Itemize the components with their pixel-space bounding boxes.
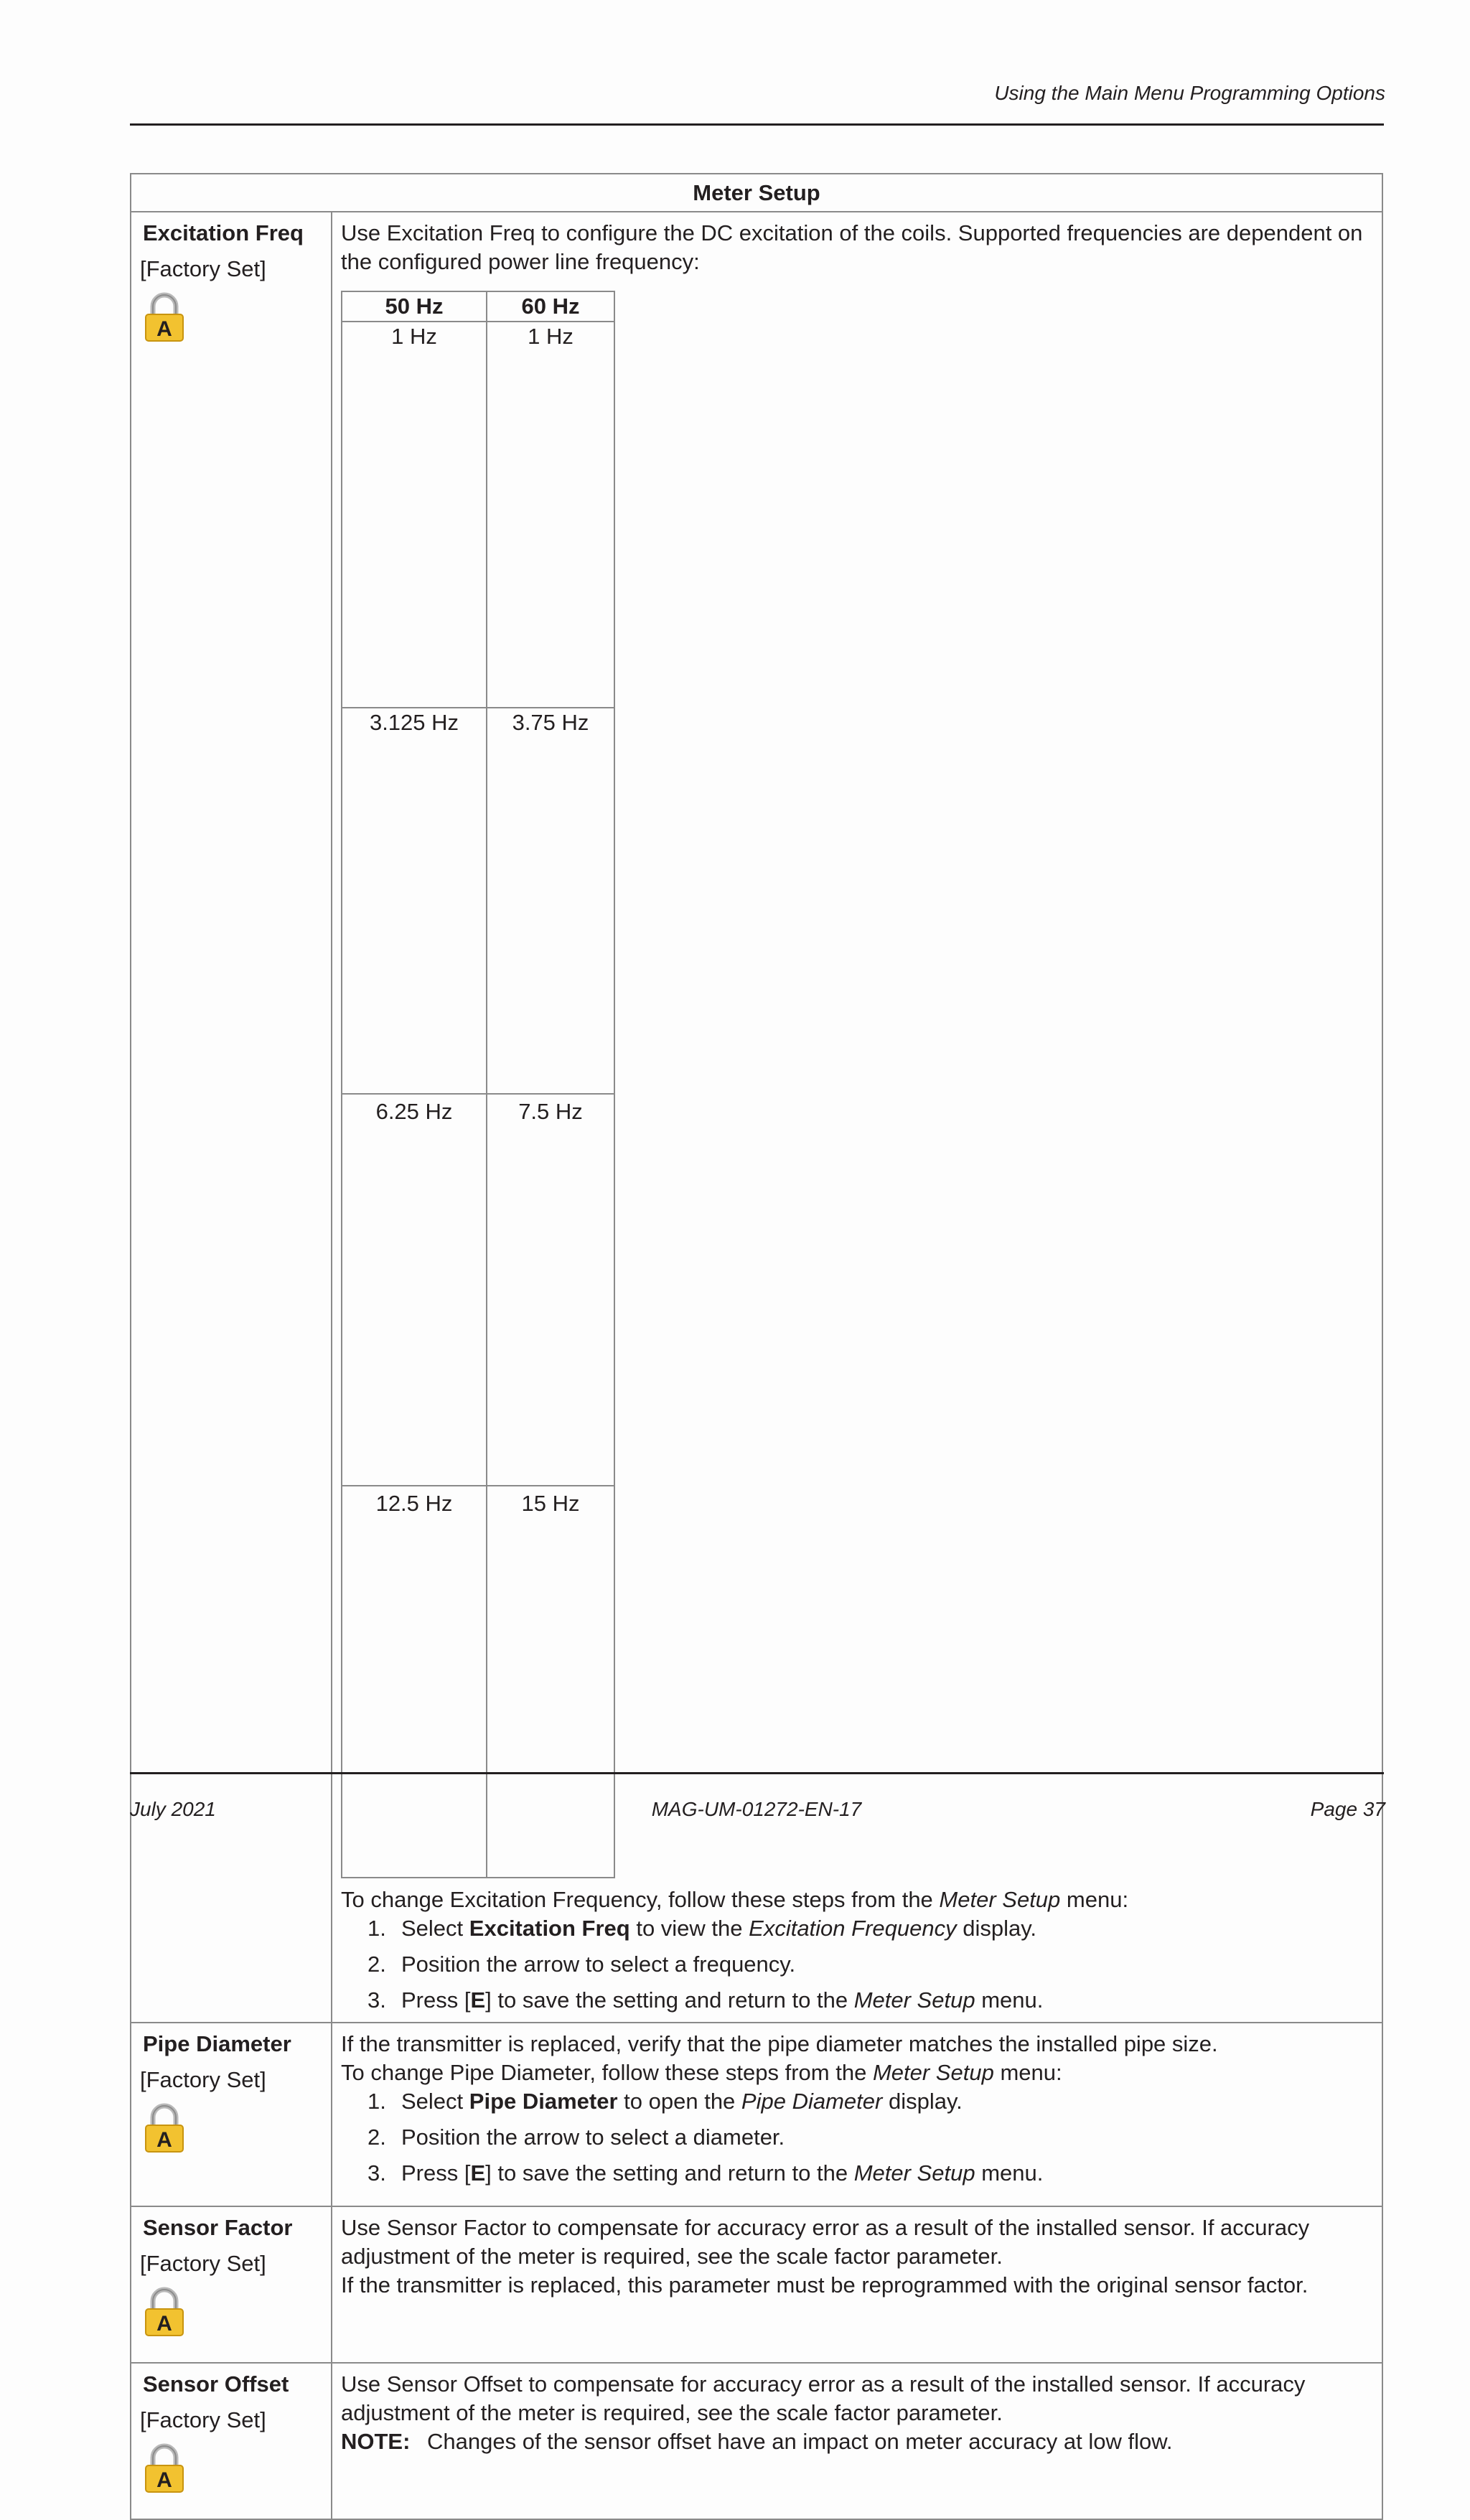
svg-text:A: A	[156, 317, 172, 341]
parameter-name: Excitation Freq	[143, 220, 304, 245]
step-item: 1. Select Pipe Diameter to open the Pipe Diameter display.	[368, 2089, 963, 2114]
freq-header-60hz: 60 Hz	[487, 291, 614, 322]
step-item: 1. Select Excitation Freq to view the Excitation Frequency display.	[368, 1916, 1037, 1941]
svg-text:A: A	[156, 2468, 172, 2492]
step-item: 3. Press [E] to save the setting and return to the Meter Setup menu.	[368, 1987, 1044, 2013]
description-text: Use Sensor Factor to compensate for accuracy error as a result of the installed sensor. If accuracy adjustment of the meter is required, see the scale factor parameter.	[341, 2215, 1310, 2269]
description-text: Use Excitation Freq to configure the DC excitation of the coils. Supported frequencies are dependent on the configured power line frequency:	[341, 220, 1363, 274]
step-list	[341, 2087, 1373, 2188]
description-text: If the transmitter is replaced, verify that the pipe diameter matches the installed pipe size.	[341, 2031, 1218, 2056]
note	[341, 2427, 1373, 2456]
freq-header-50hz: 50 Hz	[342, 291, 487, 322]
footer-rule	[130, 1772, 1384, 1774]
note-label: NOTE:	[341, 2429, 411, 2454]
svg-text:A: A	[156, 2128, 172, 2152]
padlock-icon	[143, 2102, 186, 2153]
description-cell	[332, 212, 1382, 2023]
padlock-icon	[143, 2285, 186, 2337]
freq-cell: 3.75 Hz	[487, 708, 614, 1094]
freq-cell: 6.25 Hz	[342, 1094, 487, 1486]
description-cell	[332, 2206, 1382, 2363]
label-cell	[131, 2363, 332, 2519]
change-instructions: To change Excitation Frequency, follow these steps from the Meter Setup menu:	[341, 1887, 1129, 1912]
table-row-pipe-diameter	[131, 2023, 1382, 2206]
table-caption: Meter Setup	[131, 174, 1382, 212]
description-text: Use Sensor Offset to compensate for accuracy error as a result of the installed sensor. If accuracy adjustment of the meter is required, see the scale factor parameter.	[341, 2371, 1306, 2425]
footer-date: July 2021	[130, 1798, 216, 1820]
access-level: [Factory Set]	[140, 2251, 266, 2276]
freq-cell: 1 Hz	[487, 322, 614, 708]
parameter-name: Sensor Offset	[143, 2371, 289, 2397]
table-row-sensor-factor	[131, 2206, 1382, 2363]
footer-page-number: Page 37	[1310, 1798, 1385, 1820]
step-item: 2. Position the arrow to select a frequency.	[368, 1952, 796, 1977]
label-cell	[131, 2023, 332, 2206]
frequency-table	[341, 291, 615, 1878]
freq-cell: 7.5 Hz	[487, 1094, 614, 1486]
header-rule	[130, 123, 1384, 126]
parameter-name: Pipe Diameter	[143, 2031, 291, 2056]
freq-cell: 15 Hz	[487, 1486, 614, 1878]
footer-doc-id: MAG-UM-01272-EN-17	[651, 1798, 862, 1820]
meter-setup-table	[130, 173, 1383, 2520]
description-text: If the transmitter is replaced, this parameter must be reprogrammed with the original sensor factor.	[341, 2272, 1309, 2297]
change-instructions: To change Pipe Diameter, follow these steps from the Meter Setup menu:	[341, 2060, 1062, 2085]
access-level: [Factory Set]	[140, 2407, 266, 2432]
access-level: [Factory Set]	[140, 2067, 266, 2092]
step-item: 2. Position the arrow to select a diameter.	[368, 2125, 785, 2150]
table-row-excitation-freq	[131, 212, 1382, 2023]
freq-cell: 12.5 Hz	[342, 1486, 487, 1878]
svg-text:A: A	[156, 2312, 172, 2336]
label-cell	[131, 212, 332, 2023]
freq-cell: 1 Hz	[342, 322, 487, 708]
padlock-icon	[143, 2442, 186, 2493]
parameter-name: Sensor Factor	[143, 2215, 293, 2240]
description-cell	[332, 2363, 1382, 2519]
description-cell	[332, 2023, 1382, 2206]
step-list	[341, 1914, 1373, 2015]
running-header: Using the Main Menu Programming Options	[994, 82, 1385, 104]
freq-cell: 3.125 Hz	[342, 708, 487, 1094]
access-level: [Factory Set]	[140, 256, 266, 281]
padlock-icon	[143, 291, 186, 342]
note-text: Changes of the sensor offset have an impact on meter accuracy at low flow.	[427, 2429, 1173, 2454]
step-item: 3. Press [E] to save the setting and return to the Meter Setup menu.	[368, 2160, 1044, 2186]
table-row-sensor-offset	[131, 2363, 1382, 2519]
label-cell	[131, 2206, 332, 2363]
